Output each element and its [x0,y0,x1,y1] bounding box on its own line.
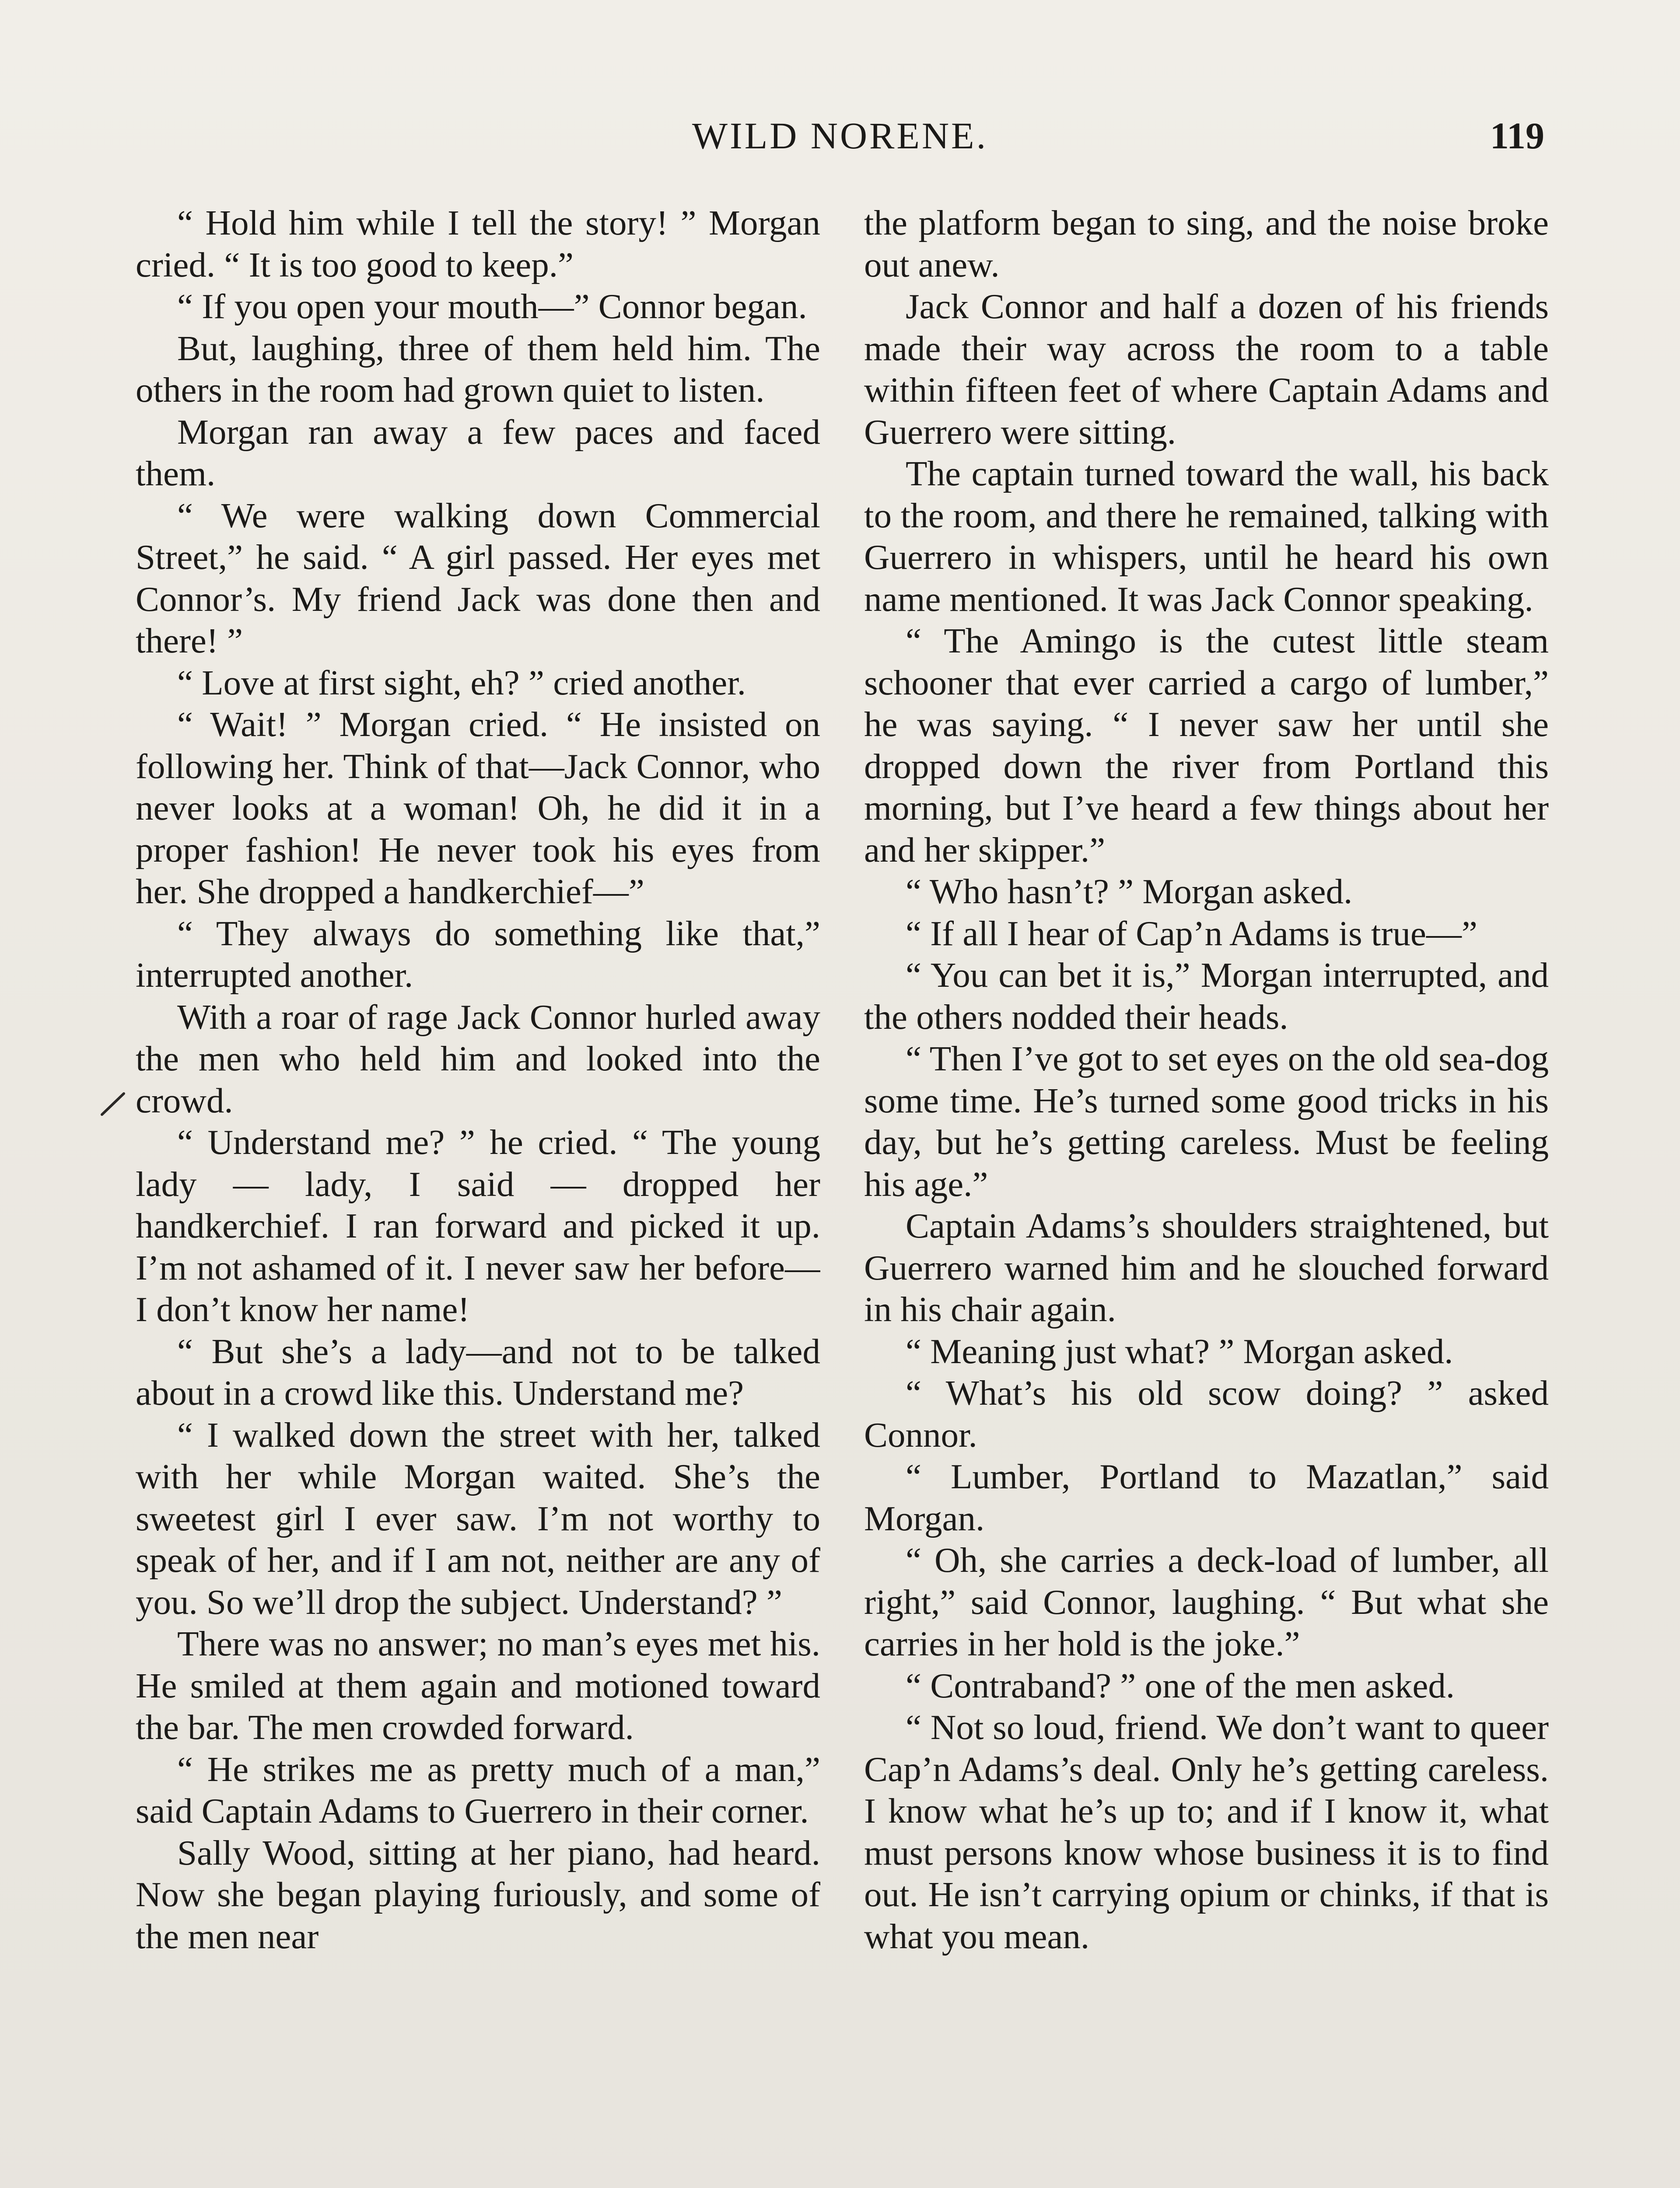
paragraph: “ Wait! ” Morgan cried. “ He insisted on following her. Think of that—Jack Connor, who never looks at a woman! Oh, he did it in a proper fashion! He never took his eyes from her. She dropped a handkerchief—” [136,705,820,911]
pencil-mark-icon [98,1087,129,1118]
paragraph: Sally Wood, sitting at her piano, had heard. Now she began playing furiously, and some of the men near [136,1833,820,1956]
paragraph: Captain Adams’s shoulders straightened, but Guerrero warned him and he slouched forward in his chair again. [864,1206,1549,1329]
paragraph: Jack Connor and half a dozen of his friends made their way across the room to a table within fifteen feet of where Captain Adams and Guerrero were sitting. [864,287,1549,452]
paragraph: “ Understand me? ” he cried. “ The young lady — lady, I said — dropped her handkerchief. I ran forward and picked it up. I’m not ashamed of it. I never saw her before—I don’t know her name! [136,1122,820,1329]
paragraph: “ Lumber, Portland to Mazatlan,” said Morgan. [864,1457,1549,1538]
paragraph: “ If all I hear of Cap’n Adams is true—” [906,913,1477,953]
paragraph: “ He strikes me as pretty much of a man,” said Captain Adams to Guerrero in their corner. [136,1749,820,1830]
paragraph: “ They always do something like that,” interrupted another. [136,913,820,995]
paragraph: “ Oh, she carries a deck-load of lumber, all right,” said Connor, laughing. “ But what she carries in her hold is the joke.” [864,1540,1549,1663]
paragraph: “ Then I’ve got to set eyes on the old sea-dog some time. He’s turned some good tricks in his day, but he’s getting careless. Must be feeling his age.” [864,1039,1549,1204]
paragraph: “ I walked down the street with her, talked with her while Morgan waited. She’s the sweetest girl I ever saw. I’m not worthy to speak of her, and if I am not, neither are any of you. So we’ll drop the subject. Understand? ” [136,1415,820,1622]
paragraph: With a roar of rage Jack Connor hurled away the men who held him and looked into the crowd. [136,997,820,1120]
paragraph: “ What’s his old scow doing? ” asked Connor. [864,1373,1549,1455]
paragraph: “ We were walking down Commercial Street,” he said. “ A girl passed. Her eyes met Connor’s. My friend Jack was done then and there! ” [136,495,820,660]
paragraph: Morgan ran away a few paces and faced them. [136,412,820,493]
paragraph-continuation: the platform began to sing, and the noise broke out anew. [864,203,1549,284]
text-column-right [864,202,1549,2188]
paragraph: There was no answer; no man’s eyes met his. He smiled at them again and motioned toward the bar. The men crowded forward. [136,1624,820,1747]
paragraph: “ If you open your mouth—” Connor began. [177,287,807,326]
paragraph: The captain turned toward the wall, his back to the room, and there he remained, talking with Guerrero in whispers, until he heard his own name mentioned. It was Jack Connor speaking. [864,454,1549,619]
paragraph: “ Love at first sight, eh? ” cried another. [177,663,746,702]
paragraph: “ You can bet it is,” Morgan interrupted, and the others nodded their heads. [864,955,1549,1037]
paragraph: “ Contraband? ” one of the men asked. [906,1666,1455,1705]
paragraph: “ But she’s a lady—and not to be talked about in a crowd like this. Understand me? [136,1331,820,1413]
paragraph: “ Meaning just what? ” Morgan asked. [906,1331,1453,1371]
paragraph: But, laughing, three of them held him. The others in the room had grown quiet to listen. [136,328,820,410]
text-column-left [136,202,820,2188]
paragraph: “ Hold him while I tell the story! ” Morgan cried. “ It is too good to keep.” [136,203,820,284]
paragraph: “ The Amingo is the cutest little steam schooner that ever carried a cargo of lumber,” he was saying. “ I never saw her until she dropped down the river from Portland this morning, but I’ve heard a few things about her and her skipper.” [864,621,1549,870]
page-number: 119 [1490,115,1544,157]
running-head [136,112,1544,160]
paragraph: “ Who hasn’t? ” Morgan asked. [906,872,1353,911]
paragraph: “ Not so loud, friend. We don’t want to queer Cap’n Adams’s deal. Only he’s getting careless. I know what he’s up to; and if I know it, what must persons know whose business it is to find out. He isn’t carrying opium or chinks, if that is what you mean. [864,1708,1549,1956]
chapter-title: WILD NORENE. [692,115,988,157]
